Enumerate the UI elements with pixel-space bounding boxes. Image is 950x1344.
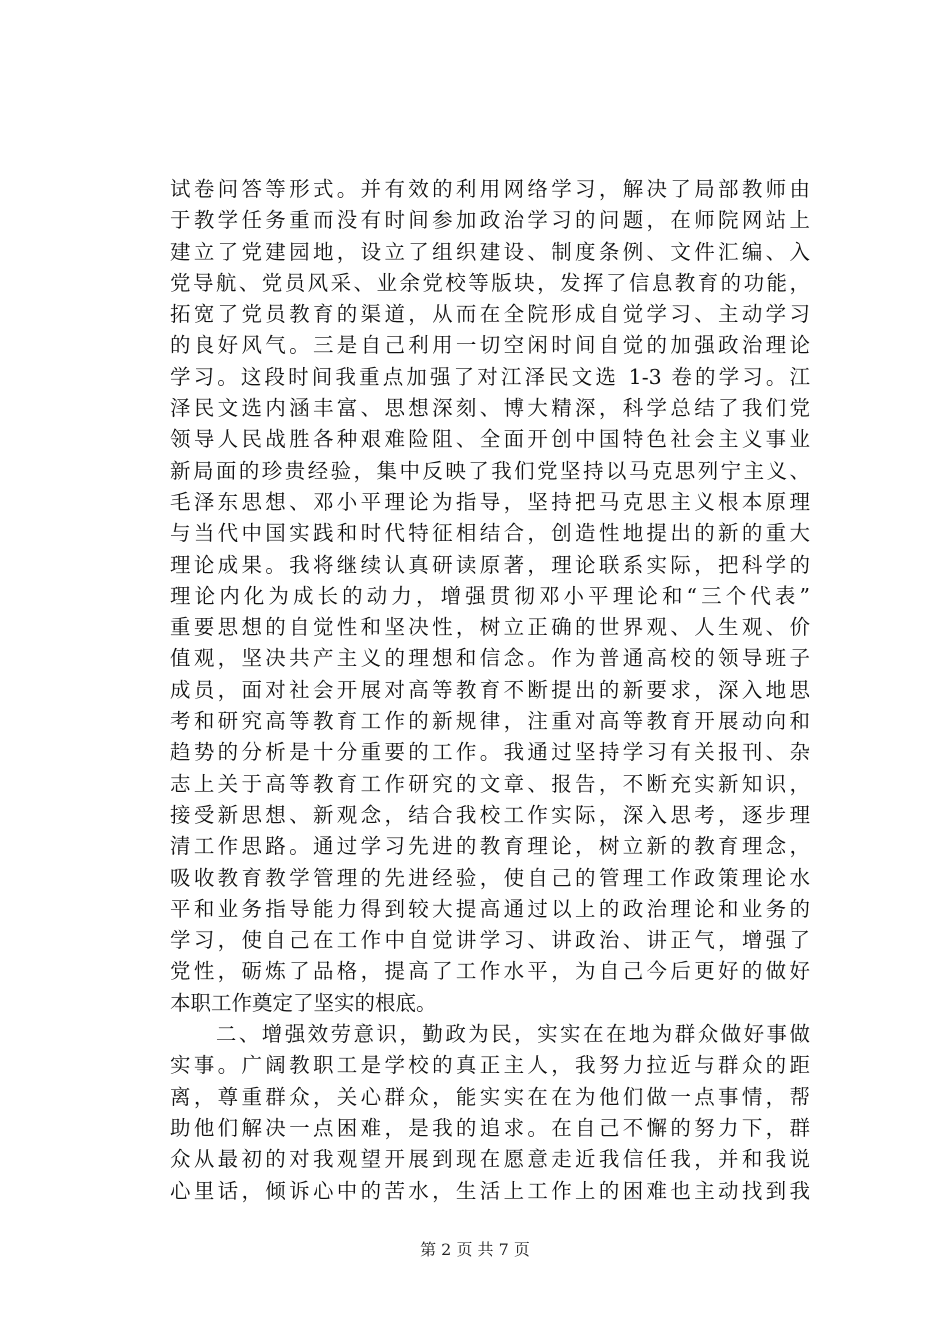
text-line: 理论内化为成长的动力，增强贯彻邓小平理论和“三个代表” [170,583,810,608]
text-line: 接受新思想、新观念，结合我校工作实际，深入思考，逐步理 [170,802,810,827]
text-line: 拓宽了党员教育的渠道，从而在全院形成自觉学习、主动学习 [170,302,810,327]
text-line: 值观，坚决共产主义的理想和信念。作为普通高校的领导班子 [170,646,810,671]
text-line: 考和研究高等教育工作的新规律，注重对高等教育开展动向和 [170,709,810,734]
body-text [170,174,810,1207]
text-line: 建立了党建园地，设立了组织建设、制度条例、文件汇编、入 [170,239,810,264]
text-line: 心里话，倾诉心中的苦水，生活上工作上的困难也主动找到我 [170,1178,810,1203]
text-line: 实事。广阔教职工是学校的真正主人，我努力拉近与群众的距 [170,1053,810,1078]
text-line: 新局面的珍贵经验，集中反映了我们党坚持以马克思列宁主义、 [170,458,810,483]
text-line: 二、增强效劳意识，勤政为民，实实在在地为群众做好事做 [170,1022,810,1047]
text-line: 助他们解决一点困难，是我的追求。在自己不懈的努力下，群 [170,1115,810,1140]
text-line: 本职工作奠定了坚实的根底。 [170,990,437,1015]
text-line: 于教学任务重而没有时间参加政治学习的问题，在师院网站上 [170,208,810,233]
text-line: 毛泽东思想、邓小平理论为指导，坚持把马克思主义根本原理 [170,489,810,514]
text-line: 泽民文选内涵丰富、思想深刻、博大精深，科学总结了我们党 [170,396,810,421]
text-line: 众从最初的对我观望开展到现在愿意走近我信任我，并和我说 [170,1147,810,1172]
text-line: 平和业务指导能力得到较大提高通过以上的政治理论和业务的 [170,896,810,921]
page-number: 第 2 页 共 7 页 [420,1240,530,1259]
text-line: 志上关于高等教育工作研究的文章、报告，不断充实新知识， [170,771,810,796]
text-line: 学习。这段时间我重点加强了对江泽民文选 1-3 卷的学习。江 [170,364,810,389]
text-line: 的良好风气。三是自己利用一切空闲时间自觉的加强政治理论 [170,333,810,358]
text-line: 离，尊重群众，关心群众，能实实在在为他们做一点事情，帮 [170,1084,810,1109]
text-line: 党导航、党员风采、业余党校等版块，发挥了信息教育的功能， [170,270,810,295]
text-line: 党性，砺炼了品格，提高了工作水平，为自己今后更好的做好 [170,959,810,984]
text-line: 试卷问答等形式。并有效的利用网络学习，解决了局部教师由 [170,177,810,201]
text-line: 吸收教育教学管理的先进经验，使自己的管理工作政策理论水 [170,865,810,890]
text-line: 学习，使自己在工作中自觉讲学习、讲政治、讲正气，增强了 [170,928,810,953]
text-line: 领导人民战胜各种艰难险阻、全面开创中国特色社会主义事业 [170,427,810,452]
page-footer [0,1240,950,1260]
text-line: 重要思想的自觉性和坚决性，树立正确的世界观、人生观、价 [170,615,810,640]
text-line: 清工作思路。通过学习先进的教育理论，树立新的教育理念， [170,834,810,859]
text-line: 成员，面对社会开展对高等教育不断提出的新要求，深入地思 [170,677,810,702]
text-line: 趋势的分析是十分重要的工作。我通过坚持学习有关报刊、杂 [170,740,810,765]
text-line: 理论成果。我将继续认真研读原著，理论联系实际，把科学的 [170,552,810,577]
text-line: 与当代中国实践和时代特征相结合，创造性地提出的新的重大 [170,521,810,546]
